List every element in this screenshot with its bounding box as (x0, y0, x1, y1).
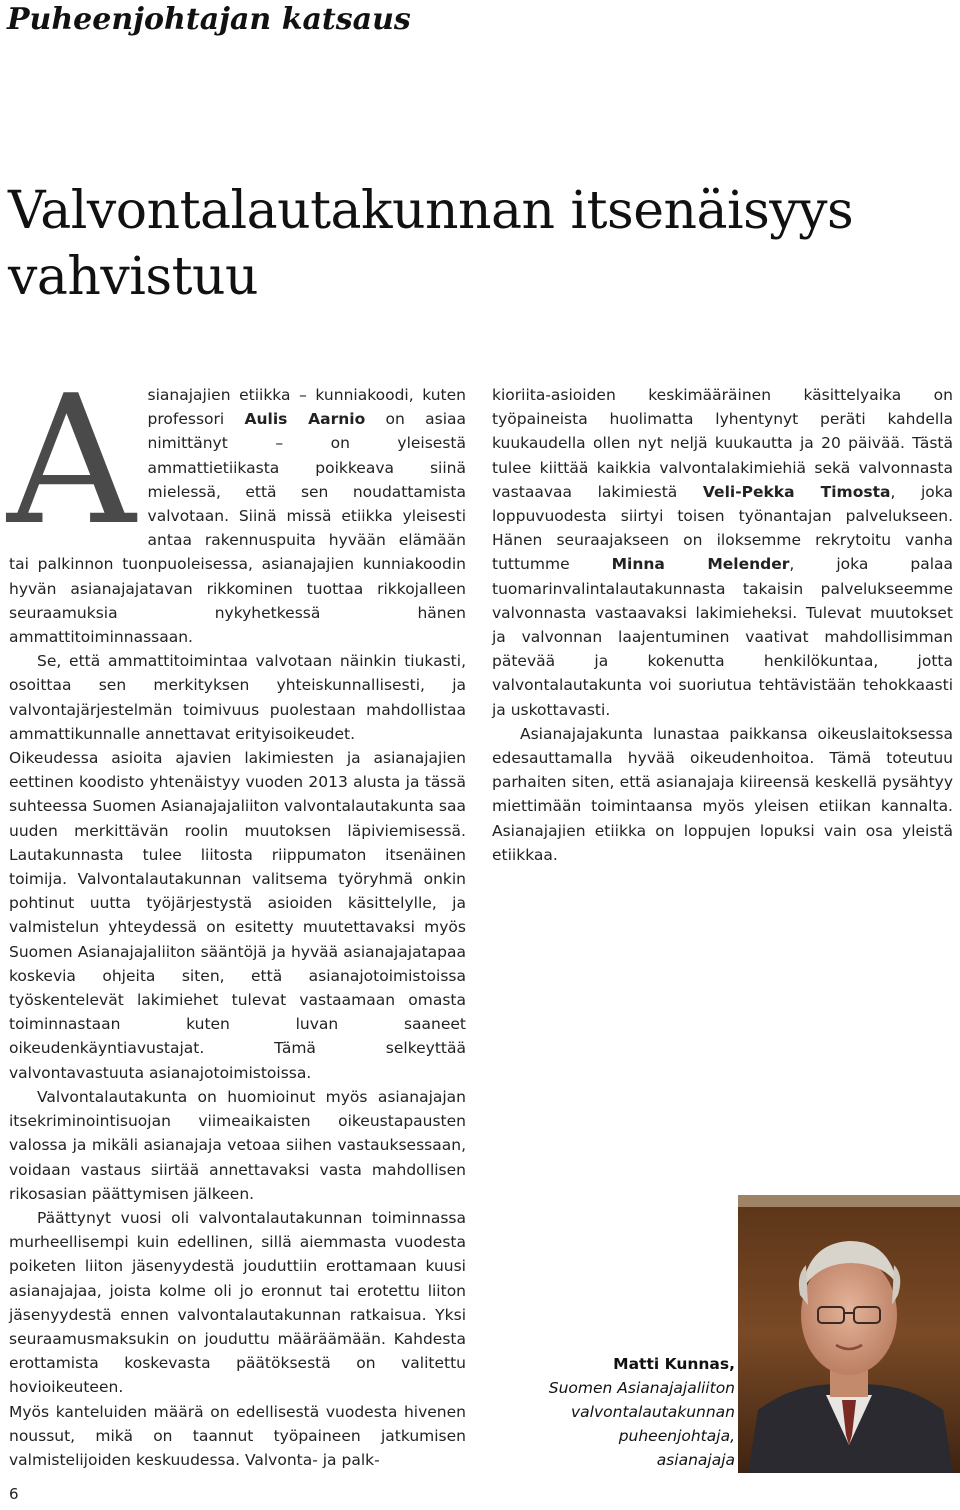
person-name-minna-melender: Minna Melender (611, 555, 790, 574)
paragraph-3: Oikeudessa asioita ajavien lakimiesten ja asianajajien eettinen koodisto yhtenäistyy vuoden 2013 alusta ja tässä suhteessa Suomen Asianajajaliiton valvontalautakunta saa uuden merkittävän roolin muutoksen läpiviemisessä. Lautakunnasta tulee liitosta riippumaton itsenäinen toimija. Valvontalautakunnan valitsema työryhmä onkin pohtinut uutta työjärjestystä asioiden käsittelylle, ja valmistelun yhteydessä on esitetty muutettavaksi myös Suomen Asianajajaliiton sääntöjä ja hyvää asianajajatapaa koskevia ohjeita siten, että asianajotoimistoissa työskentelevät lakimiehet tulevat vastaamaan omasta toiminnastaan kuten luvan saaneet oikeudenkäyntiavustajat. Tämä selkeyttää valvontavastuuta asianajotoimistoissa. (9, 749, 466, 1082)
paragraph-intro (7, 357, 466, 649)
right-text-c: , joka palaa tuomarinvalintalautakunnasta takaisin palvelukseemme valvonnasta vastaavaksi lakimieheksi. Tulevat muutokset ja valvonnan laajentuminen vaativat mahdollisimman pätevää ja kokenutta henkilökuntaa, jotta valvontalautakunta voi suoriutua tehtävistään tehokkaasti ja uskottavasti. (492, 555, 953, 719)
paragraph-right-1 (492, 383, 953, 722)
right-text-a: kioriita-asioiden keskimääräinen käsittelyaika on työpaineista huolimatta lyhentynyt peräti kahdella kuukaudella ollen nyt neljä kuukautta ja 20 päivää. Tästä tulee kiittää kaikkia valvontalakimiehiä sekä valvonnasta vastaavaa lakimiestä (492, 386, 953, 501)
caption-title-line: asianajaja (656, 1451, 735, 1469)
drop-cap: A (7, 357, 136, 564)
caption-title-line: Suomen Asianajajaliiton (548, 1379, 735, 1397)
person-name-veli-pekka-timonen: Veli-Pekka Timosta (702, 482, 891, 501)
right-text-b: , joka loppuvuodesta siirtyi toisen työnantajan palvelukseen. Hänen seuraajakseen on iloksemme rekrytoitu vanha tuttumme (492, 482, 953, 574)
right-column (492, 383, 953, 867)
caption-name: Matti Kunnas, (613, 1355, 735, 1373)
photo-caption (500, 1352, 735, 1472)
portrait-illustration (738, 1195, 960, 1473)
paragraph-right-2: Asianajajakunta lunastaa paikkansa oikeuslaitoksessa edesauttamalla hyvää oikeudenhoitoa. Tämä toteutuu parhaiten siten, että asianajaja kiireensä keskellä pysähtyy miettimään toimintaansa myös yleisen etiikan kannalta. Asianajajien etiikka on loppujen lopuksi vain osa yleistä etiikkaa. (492, 724, 953, 864)
section-label: Puheenjohtajan katsaus (7, 2, 411, 37)
page-number: 6 (9, 1485, 19, 1503)
person-name-aulis-aarnio: Aulis Aarnio (244, 410, 366, 429)
intro-text-b: on asiaa nimittänyt – on yleisestä ammattietiikasta poikkeava siinä mielessä, että sen noudattamista valvotaan. Siinä missä etiikka yleisesti antaa rakennuspuita hyvään elämään tai palkinnon tuonpuoleisessa, asianajajien kunniakoodin hyvän asianajajatavan rikkominen tuottaa rikkojalleen seuraamuksia nykyhetkessä hänen ammattitoiminnassaan. (9, 410, 466, 647)
intro-text-a: sianajajien etiikka – kunniakoodi, kuten professori (147, 386, 466, 429)
paragraph-4: Valvontalautakunta on huomioinut myös asianajajan itsekriminointisuojan viimeaikaisten oikeustapausten valossa ja mikäli asianajaja vetoaa siihen vastauksessaan, voidaan vastaus siirtää annettavaksi vasta mahdollisen rikosasian päättymisen jälkeen. (9, 1087, 466, 1203)
paragraph-6: Myös kanteluiden määrä on edellisestä vuodesta hivenen noussut, mikä on taannut työpaineen jatkumisen valmistelijoiden keskuudessa. Valvonta- ja palk- (9, 1402, 466, 1469)
paragraph-5: Päättynyt vuosi oli valvontalautakunnan toiminnassa murheellisempi kuin edellinen, sillä aiemmasta vuodesta poiketen liiton jäsenyydestä jouduttiin erottamaan kuusi asianajajaa, joista kolme oli jo eronnut tai erotettu liiton jäsenyydestä ennen valvontalautakunnan ratkaisua. Yksi seuraamusmaksukin on jouduttu määräämään. Kahdesta erottamista koskevasta päätöksestä on valitettu hovioikeuteen. (9, 1208, 466, 1397)
caption-title-line: valvontalautakunnan (570, 1403, 735, 1421)
portrait-photo (738, 1195, 960, 1473)
left-column (7, 357, 466, 1472)
caption-title-line: puheenjohtaja, (618, 1427, 735, 1445)
paragraph-2: Se, että ammattitoimintaa valvotaan näinkin tiukasti, osoittaa sen merkityksen yhteiskunnallisesti, ja valvontajärjestelmän toimivuus puolestaan mahdollistaa ammattikunnalle annettavat erityisoikeudet. (9, 652, 466, 743)
article-headline: Valvontalautakunnan itsenäisyys vahvistuu (8, 181, 854, 307)
